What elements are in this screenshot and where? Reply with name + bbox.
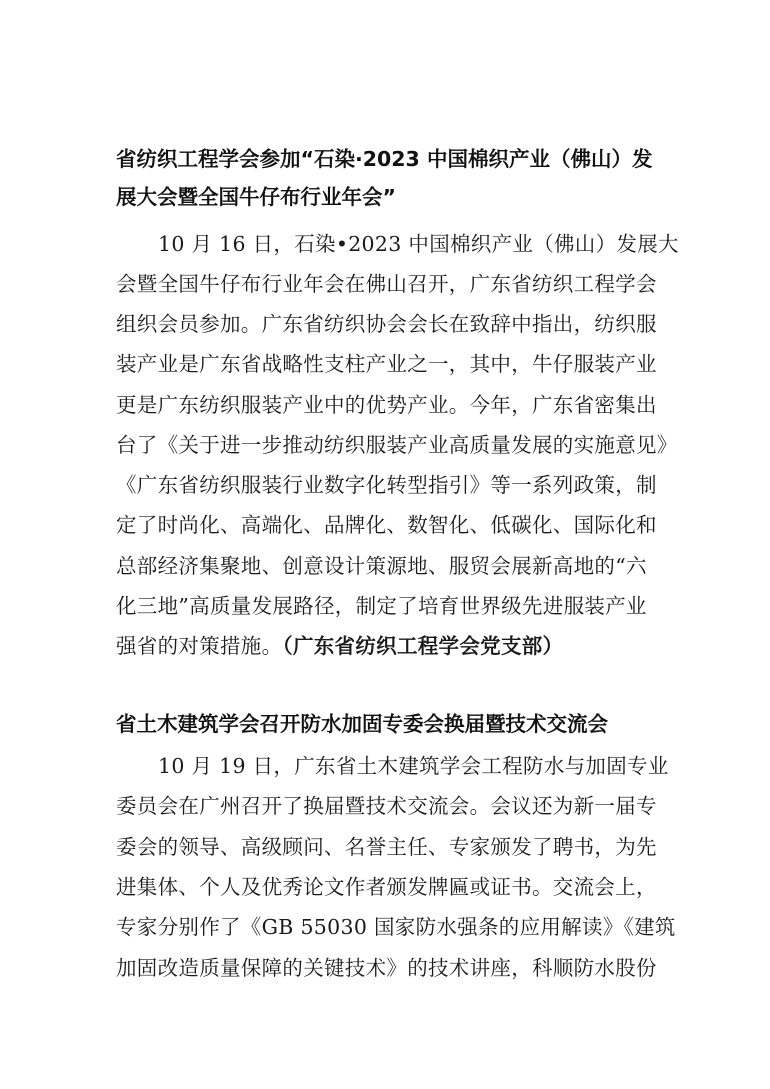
article2-body-line: 加固改造质量保障的关键技术》的技术讲座，科顺防水股份 [116, 956, 657, 980]
article2-body-line: 进集体、个人及优秀论文作者颁发牌匾或证书。交流会上， [116, 875, 657, 899]
article1-body-line: 总部经济集聚地、创意设计策源地、服贸会展新高地的“六 [116, 554, 647, 578]
article1-body-line: 10 月 16 日，石染•2023 中国棉织产业（佛山）发展大 [158, 232, 679, 256]
article1-source-credit: （广东省纺织工程学会党支部） [282, 634, 564, 658]
article1-last-line [116, 629, 563, 659]
article1-title-line1: 省纺织工程学会参加“石染·2023 中国棉织产业（佛山）发 [116, 147, 653, 171]
article1-title-line2: 展大会暨全国牛仔布行业年会” [116, 185, 396, 209]
article2-body-line: 委会的领导、高级顾问、名誉主任、专家颁发了聘书，为先 [116, 835, 657, 859]
article2-body-line: 专家分别作了《GB 55030 国家防水强条的应用解读》《建筑 [116, 915, 676, 939]
article1-body-line: 《广东省纺织服装行业数字化转型指引》等一系列政策，制 [116, 473, 657, 497]
article1-body-line: 装产业是广东省战略性支柱产业之一，其中，牛仔服装产业 [116, 352, 657, 376]
article1-last-line-text: 强省的对策措施。 [116, 634, 283, 658]
article1-body-line: 台了《关于进一步推动纺织服装产业高质量发展的实施意见》 [116, 433, 678, 457]
article1-body-line: 更是广东纺织服装产业中的优势产业。今年，广东省密集出 [116, 393, 657, 417]
article1-body-line: 会暨全国牛仔布行业年会在佛山召开，广东省纺织工程学会 [116, 272, 657, 296]
article1-body-line: 定了时尚化、高端化、品牌化、数智化、低碳化、国际化和 [116, 513, 657, 537]
article1-body-line: 化三地”高质量发展路径，制定了培育世界级先进服装产业 [116, 594, 647, 618]
article2-body-line: 10 月 19 日，广东省土木建筑学会工程防水与加固专业 [158, 754, 669, 778]
article2-title: 省土木建筑学会召开防水加固专委会换届暨技术交流会 [116, 712, 608, 736]
article2-body-line: 委员会在广州召开了换届暨技术交流会。会议还为新一届专 [116, 794, 657, 818]
article1-body-line: 组织会员参加。广东省纺织协会会长在致辞中指出，纺织服 [116, 312, 657, 336]
